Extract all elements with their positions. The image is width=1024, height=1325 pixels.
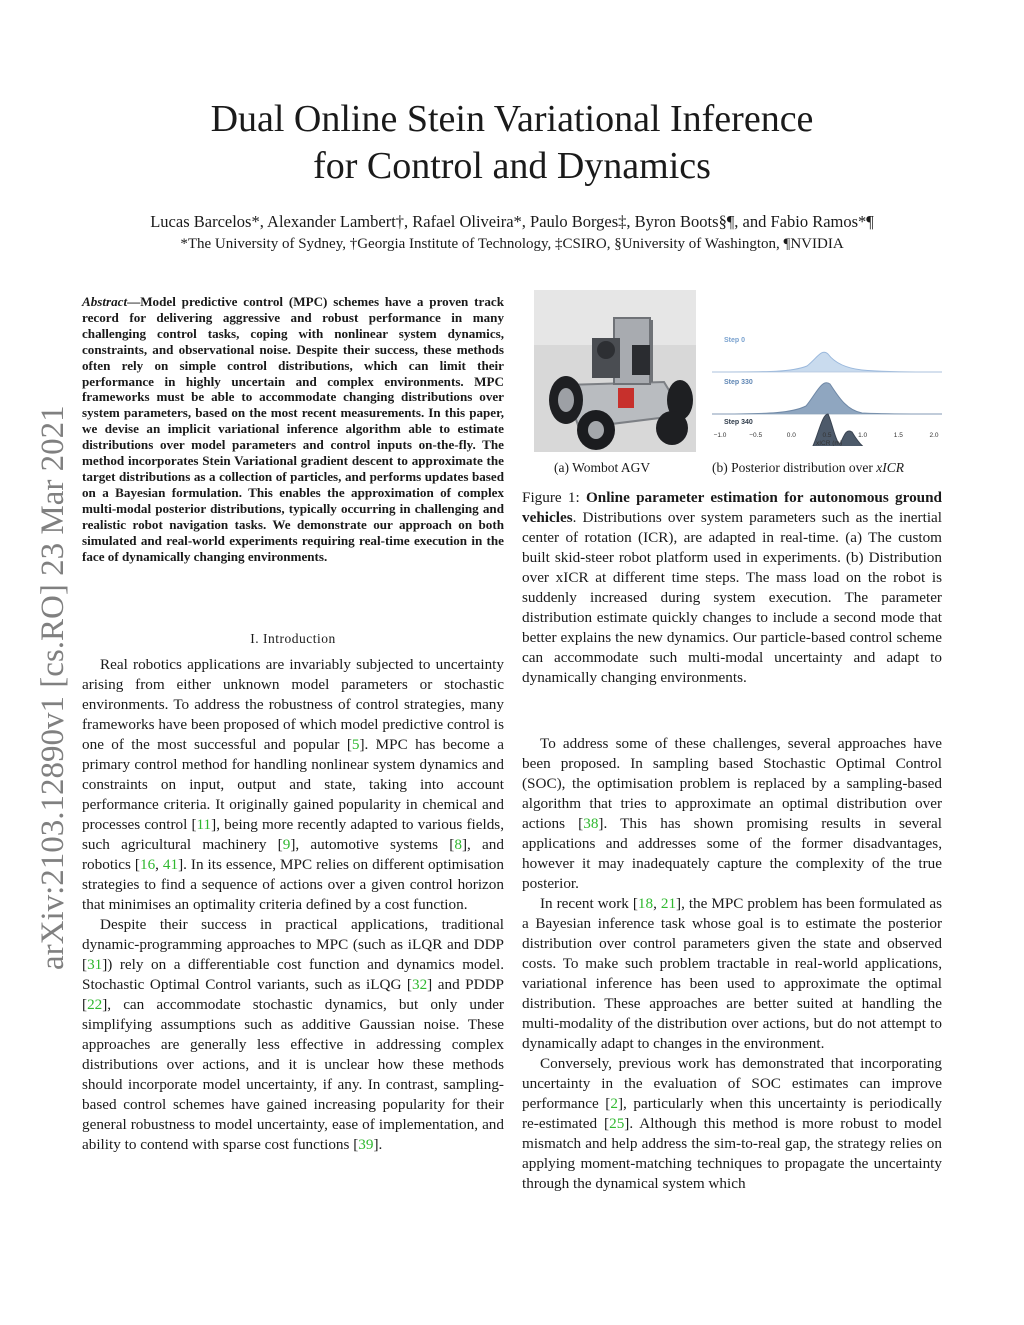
arxiv-stamp-text: arXiv:2103.12890v1 [cs.RO] 23 Mar 2021 [35, 405, 71, 970]
step-label-330: Step 330 [724, 379, 753, 386]
robot-illustration [534, 290, 696, 452]
paragraph: Despite their success in practical applications, traditional dynamic-programming approaches to MPC (such as iLQR and DDP [31]) rely on a differentiable cost function and dynamics model. Stochastic Optimal Control variants, such as iLQG [32] and PDDP [22], can accommodate stochastic dynamics, but only under simplifying assumptions such as additive Gaussian noise. These approaches are generally less effective in addressing complex distributions over actions, and it is unclear how these methods should incorporate model uncertainty, if any. In contrast, sampling-based control schemes have gained increasing popularity for their general robustness to model uncertainty, ease of implementation, and ability to contend with sparse cost functions [39]. [82, 916, 504, 1153]
abstract-text: —Model predictive control (MPC) schemes have a proven track record for delivering aggressive and robust performance in many challenging control tasks, coping with nonlinear system dynamics, constraints, and observational noise. Despite their success, these methods often rely on simple control distributions, which can limit their performance in highly uncertain and complex environments. MPC frameworks must be able to accommodate changing distributions over system parameters, based on the most recent measurements. In this paper, we devise an implicit variational inference algorithm able to estimate distributions over model parameters and control inputs on-the-fly. The method incorporates Stein Variational gradient descent to approximate the target distributions as a collection of particles, and performs updates based on a Bayesian formulation. This enables the approximation of complex multi-modal posterior distributions, typically occurring in challenging and realistic robot navigation tasks. We demonstrate our approach on both simulated and real-world experiments requiring real-time execution in the face of dynamically changing environments. [82, 294, 504, 564]
figure-1 [522, 290, 942, 480]
x-tick-label: −0.5 [749, 432, 763, 439]
abstract [82, 294, 504, 564]
title-line-2: for Control and Dynamics [313, 145, 711, 187]
paper-title [0, 96, 1024, 190]
citation-link[interactable]: 31 [87, 956, 103, 973]
citation-link[interactable]: 16 [139, 856, 156, 873]
caption-bold: Online parameter estimation for autonomous ground vehicles [522, 489, 943, 526]
citation-link[interactable]: 11 [196, 816, 212, 833]
x-tick-label: −1.0 [713, 432, 727, 439]
citation-link[interactable]: 22 [87, 996, 103, 1013]
left-column-body [82, 655, 504, 1155]
paragraph: To address some of these challenges, several approaches have been proposed. In sampling based Stochastic Optimal Control (SOC), the optimisation problem is replaced by a sampling-based algorithm that tries to approximate an optimal distribution over actions [38]. This has shown promising results in several applications and addresses some of the former disadvantages, however it may inadequately capture the complexity of the true posterior. [522, 735, 942, 892]
subcaption-b: (b) Posterior distribution over xICR [712, 460, 904, 475]
citation-link[interactable]: 41 [162, 856, 179, 873]
author-list: Lucas Barcelos*, Alexander Lambert†, Rafael Oliveira*, Paulo Borges‡, Byron Boots§¶, and Fabio Ramos*¶ [150, 212, 874, 231]
paragraph: Real robotics applications are invariably subjected to uncertainty arising from either unknown model parameters or stochastic environments. To address the robustness of control strategies, many frameworks have been proposed of which model predictive control is one of the most successful and popular [5]. MPC has become a primary control method for handling nonlinear system dynamics and constraints on input, output and state, taking into account performance criteria. It originally gained popularity in chemical and processes control [11], being more recently adapted to various fields, such agricultural machinery [9], automotive systems [8], and robotics [16, 41]. In its essence, MPC relies on different optimisation strategies to find a sequence of actions over a given control horizon that minimises an optimality criteria defined by a cost function. [82, 656, 505, 913]
citation-link[interactable]: 18 [637, 895, 654, 912]
subcaption-b-variable: xICR [876, 460, 904, 475]
robot-photo [534, 290, 696, 452]
x-tick-label: 1.0 [858, 432, 868, 439]
paragraph: In recent work [18, 21], the MPC problem has been formulated as a Bayesian inference task whose goal is to estimate the posterior distribution over control parameters given the state and observed costs. To make such problem tractable in real-world applications, variational inference has been used to approximate the optimal distribution. These approaches are better suited at handling the multi-modality of the distribution over actions, but do not attempt to dynamically adapt to changes in the environment. [522, 895, 943, 1052]
citation-link[interactable]: 2 [610, 1095, 618, 1112]
citation-link[interactable]: 38 [583, 815, 599, 832]
citation-link[interactable]: 25 [609, 1115, 625, 1132]
paragraph: Conversely, previous work has demonstrated that incorporating uncertainty in the evaluation of SOC estimates can improve performance [2], particularly when this uncertainty is periodically re-estimated [25]. Although this method is more robust to model mismatch and help address the sim-to-real gap, the strategy relies on applying moment-matching techniques to propagate the uncertainty through the dynamical system which [522, 1055, 942, 1192]
citation-link[interactable]: 32 [411, 976, 428, 993]
right-column-body [522, 734, 942, 1194]
x-tick-label: 2.0 [929, 432, 939, 439]
step-label-340: Step 340 [724, 419, 753, 426]
citation-link[interactable]: 8 [454, 836, 462, 853]
x-tick-label: 1.5 [893, 432, 903, 439]
section-heading-introduction: I. Introduction [250, 631, 336, 646]
density-step-0 [712, 352, 942, 372]
subcaption-a: (a) Wombot AGV [554, 460, 651, 475]
citation-link[interactable]: 5 [351, 736, 360, 753]
x-tick-label: 0.0 [786, 432, 796, 439]
title-line-1: Dual Online Stein Variational Inference [210, 98, 814, 140]
x-axis-label: xICR (m) [816, 440, 842, 446]
figure-caption: Figure 1: Online parameter estimation for autonomous ground vehicles. Distributions over system parameters such as the inertial center of rotation (ICR), are adapted in real-time. (a) The custom built skid-steer robot platform used in experiments. (b) Distribution over xICR at different time steps. The mass load on the robot is suddenly increased during system execution. The parameter distribution estimate quickly changes to include a second mode that better explains the new dynamics. Our particle-based control scheme can accommodate such multi-modal uncertainty and adapt to dynamically changing environments. [522, 489, 943, 686]
x-axis-ticks [714, 432, 939, 439]
arxiv-stamp [28, 350, 72, 970]
citation-link[interactable]: 9 [282, 836, 291, 853]
density-step-330 [712, 383, 942, 414]
x-tick-label: 0.5 [822, 432, 832, 439]
step-label-0: Step 0 [724, 337, 746, 344]
affiliations: *The University of Sydney, †Georgia Institute of Technology, ‡CSIRO, §University of Washington, ¶NVIDIA [180, 236, 844, 252]
posterior-plot-svg [712, 318, 942, 446]
posterior-plot [712, 318, 942, 446]
citation-link[interactable]: 21 [660, 895, 677, 912]
citation-link[interactable]: 39 [358, 1136, 374, 1153]
abstract-label: Abstract [82, 294, 128, 309]
